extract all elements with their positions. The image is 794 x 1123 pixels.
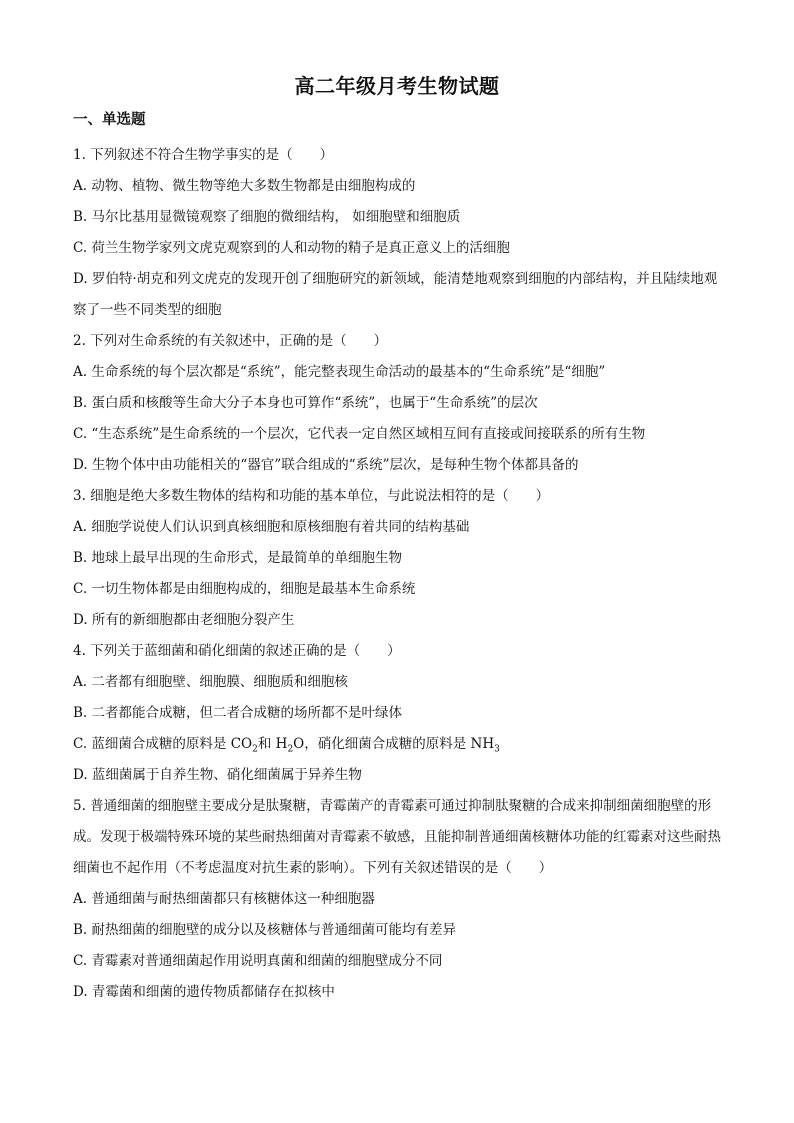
option-a: A. 动物、植物、微生物等绝大多数生物都是由细胞构成的	[73, 178, 416, 194]
option-d: D. 蓝细菌属于自养生物、硝化细菌属于异养生物	[73, 767, 362, 783]
co2-subscript: 2	[252, 744, 258, 755]
question-3	[73, 481, 725, 636]
nh3-subscript: 3	[494, 744, 500, 755]
option-b: B. 蛋白质和核酸等生命大分子本身也可算作“系统”，也属于“生命系统”的层次	[73, 395, 538, 411]
question-5	[73, 791, 725, 1008]
question-stem: 3. 细胞是绝大多数生物体的结构和功能的基本单位，与此说法相符的是（ ）	[73, 488, 550, 504]
option-d: D. 生物个体中由功能相关的“器官”联合组成的“系统”层次，是每种生物个体都具备的	[73, 457, 579, 473]
option-d: D. 青霉菌和细菌的遗传物质都储存在拟核中	[73, 984, 335, 1000]
question-1	[73, 140, 725, 326]
option-d: D. 所有的新细胞都由老细胞分裂产生	[73, 612, 295, 628]
question-list	[73, 140, 725, 1008]
question-stem: 1. 下列叙述不符合生物学事实的是（ ）	[73, 147, 334, 163]
option-b: B. 耐热细菌的细胞壁的成分以及核糖体与普通细菌可能均有差异	[73, 922, 457, 938]
option-b: B. 马尔比基用显微镜观察了细胞的微细结构， 如细胞壁和细胞质	[73, 209, 461, 225]
option-b: B. 地球上最早出现的生命形式，是最简单的单细胞生物	[73, 550, 403, 566]
option-c: C. “生态系统”是生命系统的一个层次，它代表一定自然区域相互间有直接或间接联系的所有生物	[73, 426, 646, 442]
option-c-text-1: C. 蓝细菌合成糖的原料是 CO	[73, 736, 253, 752]
option-a: A. 细胞学说使人们认识到真核细胞和原核细胞有着共同的结构基础	[73, 519, 470, 535]
option-c: C. 青霉素对普通细菌起作用说明真菌和细菌的细胞壁成分不同	[73, 953, 443, 969]
question-4	[73, 636, 725, 791]
question-2	[73, 326, 725, 481]
option-a: A. 二者都有细胞壁、细胞膜、细胞质和细胞核	[73, 674, 348, 690]
section-heading: 一、单选题	[73, 111, 146, 128]
page-title: 高二年级月考生物试题	[294, 74, 500, 98]
option-b: B. 二者都能合成糖，但二者合成糖的场所都不是叶绿体	[73, 705, 403, 721]
option-a: A. 普通细菌与耐热细菌都只有核糖体这一种细胞器	[73, 891, 375, 907]
option-d: D. 罗伯特·胡克和列文虎克的发现开创了细胞研究的新领域，能清楚地观察到细胞的内部结构，并且陆续地观察了一些不同类型的细胞	[73, 271, 718, 318]
option-c: C. 一切生物体都是由细胞构成的，细胞是最基本生命系统	[73, 581, 416, 597]
question-stem: 2. 下列对生命系统的有关叙述中，正确的是（ ）	[73, 333, 388, 349]
h2o-subscript: 2	[287, 744, 294, 755]
option-c: C. 荷兰生物学家列文虎克观察到的人和动物的精子是真正意义上的活细胞	[73, 240, 510, 256]
option-c-text-2: 和 H	[257, 736, 288, 752]
question-stem: 4. 下列关于蓝细菌和硝化细菌的叙述正确的是（ ）	[73, 643, 401, 659]
option-a: A. 生命系统的每个层次都是“系统”，能完整表现生命活动的最基本的“生命系统”是“细胞”	[73, 364, 606, 380]
option-c-text-3: O，硝化细菌合成糖的原料是 NH	[293, 736, 495, 752]
option-c	[73, 729, 725, 760]
question-stem: 5. 普通细菌的细胞壁主要成分是肽聚糖，青霉菌产的青霉素可通过抑制肽聚糖的合成来抑制细菌细胞壁的形成。发现于极端特殊环境的某些耐热细菌对青霉素不敏感，且能抑制普通细菌核糖体功能的红霉素对这些耐热细菌也不起作用（不考虑温度对抗生素的影响）。下列有关叙述错误的是（ ）	[73, 798, 721, 876]
